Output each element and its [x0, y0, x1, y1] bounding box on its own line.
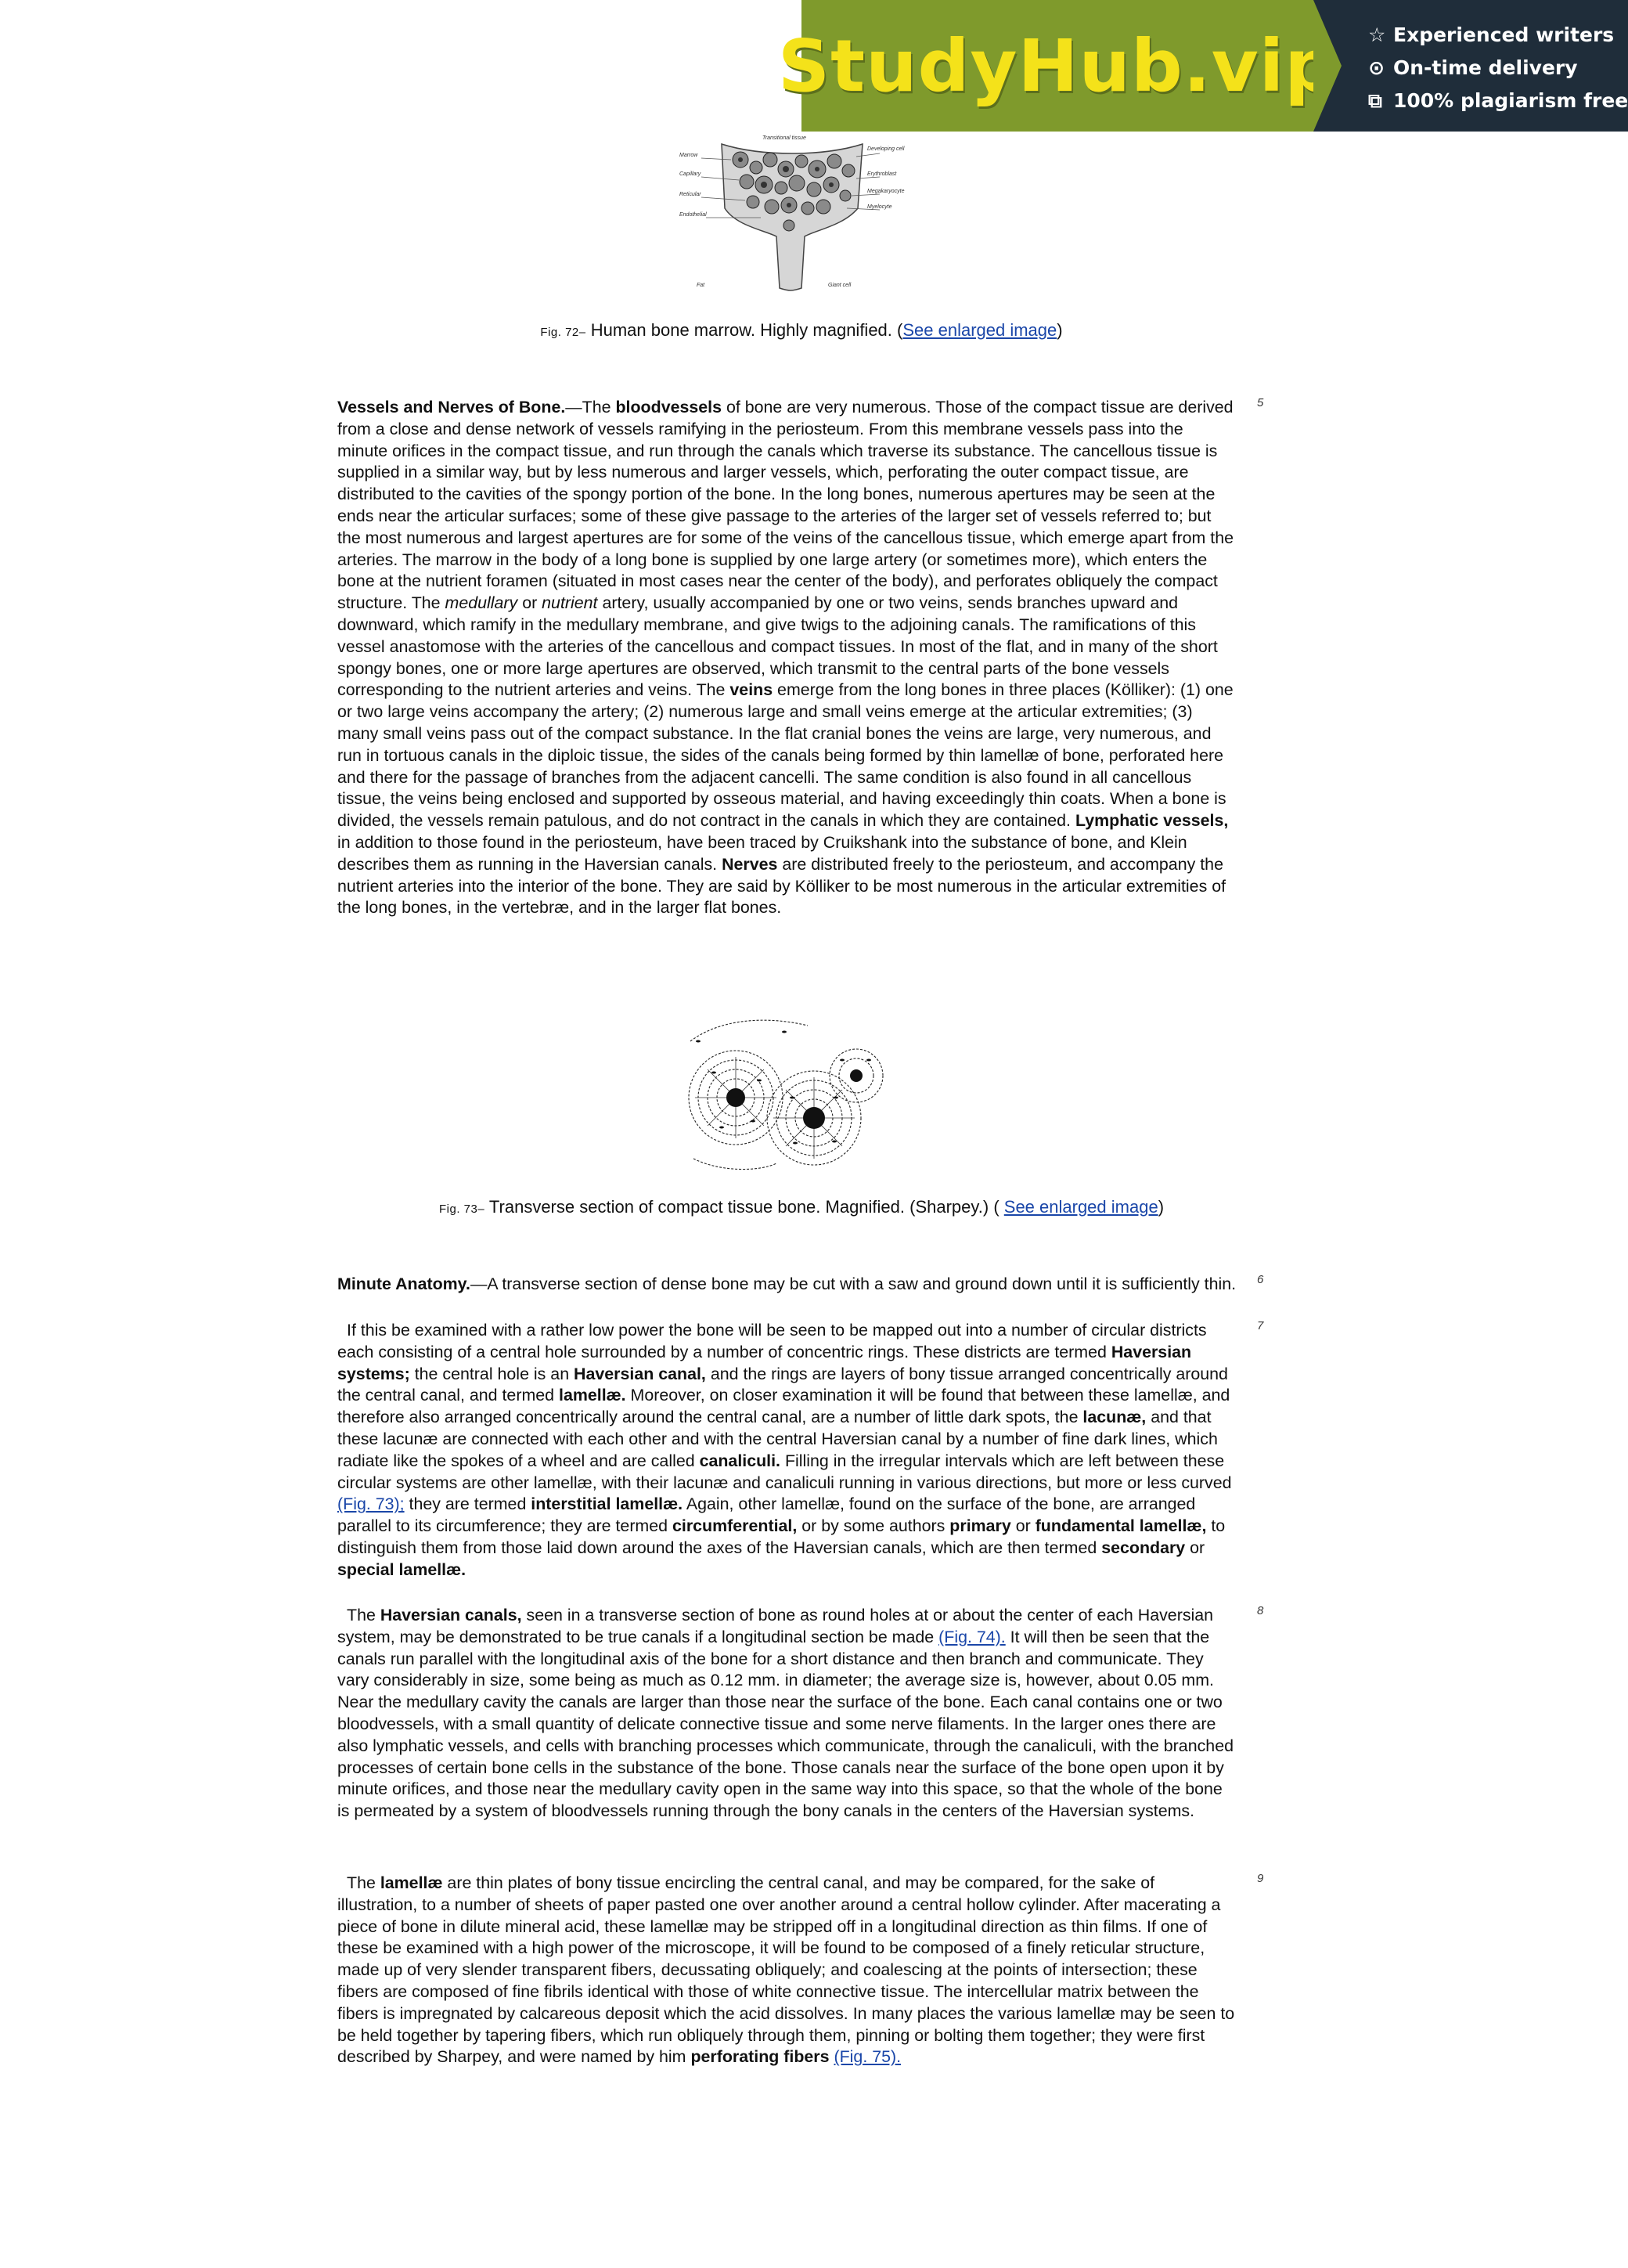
see-enlarged-image-link[interactable]: See enlarged image	[902, 320, 1057, 340]
paragraph-haversian-canals: The Haversian canals, seen in a transverse section of bone as round holes at or about the center of each Haversian system, may be demonstrated to be true canals if a longitudinal section be made (Fig. 74). It will then be seen that the canals run parallel with the longitudinal axis of the bone for a short distance and then branch and communicate. They vary considerably in size, some being as much as 0.12 mm. in diameter; the average size is, however, about 0.05 mm. Near the medullary cavity the canals are larger than those near the surface of the bone. Each canal contains one or two bloodvessels, with a small quantity of delicate connective tissue and some nerve filaments. In the larger ones there are also lymphatic vessels, and cells with branching processes which communicate, through the canaliculi, with the branched processes of certain bone cells in the substance of the bone. Those canals near the surface of the bone open upon it by minute orifices, and those near the medullary cavity open in the same way into this space, so that the whole of the bone is permeated by a system of bloodvessels running through the bony canals in the centers of the Haversian systems.	[337, 1606, 1234, 1821]
feature-on-time-delivery: ⊙ On-time delivery	[1368, 52, 1628, 85]
fig72-label-left: Reticular	[679, 192, 701, 197]
star-outline-icon: ☆	[1368, 23, 1386, 46]
fig-73-link[interactable]: (Fig. 73);	[337, 1495, 405, 1514]
fig72-label-right: Megakaryocyte	[867, 189, 905, 194]
paragraph-number: 6	[1257, 1273, 1264, 1286]
clock-icon: ⊙	[1368, 56, 1385, 79]
paragraph-number: 7	[1257, 1319, 1264, 1332]
brand-logo[interactable]: StudyHub.vip	[777, 23, 1338, 108]
fig72-label-right: Giant cell	[828, 283, 852, 288]
fig72-label-right: Developing cell	[867, 146, 905, 152]
fig-74-link[interactable]: (Fig. 74).	[938, 1627, 1006, 1646]
see-enlarged-image-link[interactable]: See enlarged image	[1003, 1197, 1158, 1217]
paragraph-vessels-and-nerves: Vessels and Nerves of Bone.—The bloodvessels of bone are very numerous. Those of the compact tissue are derived from a close and dense network of vessels ramifying in the periosteum. From this membrane vessels pass into the minute orifices in the compact tissue, and run through the canals which traverse its substance. The cancellous tissue is supplied in a similar way, but by less numerous and larger vessels, which, perforating the outer compact tissue, are distributed to the cavities of the spongy portion of the bone. In the long bones, numerous apertures may be seen at the ends near the articular surfaces; some of these give passage to the arteries of the larger set of vessels referred to; but the most numerous and largest apertures are for some of the veins of the cancellous tissue, which emerge apart from the arteries. The marrow in the body of a long bone is supplied by one large artery (or sometimes more), which enters the bone at the nutrient foramen (situated in most cases near the center of the body), and perforates obliquely the compact structure. The medullary or nutrient artery, usually accompanied by one or two veins, sends branches upward and downward, which ramify in the medullary membrane, and give twigs to the adjoining canals. The ramifications of this vessel anastomose with the arteries of the cancellous and compact tissues. In most of the flat, and in many of the short spongy bones, one or more large apertures are observed, which transmit to the central parts of the bone vessels corresponding to the nutrient arteries and veins. The veins emerge from the long bones in three places (Kölliker): (1) one or two large veins accompany the artery; (2) numerous large and small veins emerge at the articular extremities; (3) many small veins pass out of the compact substance. In the flat cranial bones the veins are large, very numerous, and run in tortuous canals in the diploic tissue, the sides of the canals being formed by thin lamellæ of bone, perforated here and there for the passage of branches from the adjacent cancelli. The same condition is also found in all cancellous tissue, the veins being enclosed and supported by osseous material, and having exceedingly thin coats. When a bone is divided, the vessels remain patulous, and do not contract in the canals in which they are contained. Lymphatic vessels, in addition to those found in the periosteum, have been traced by Cruikshank into the substance of bone, and Klein describes them as running in the Haversian canals. Nerves are distributed freely to the periosteum, and accompany the nutrient arteries into the interior of the bone. They are said by Kölliker to be most numerous in the articular extremities of the long bones, in the vertebræ, and in the larger flat bones.	[337, 398, 1234, 918]
paragraph-haversian-systems: If this be examined with a rather low power the bone will be seen to be mapped out into a number of circular districts each consisting of a central hole surrounded by a number of concentric rings. These districts are termed Haversian systems; the central hole is an Haversian canal, and the rings are layers of bony tissue arranged concentrically around the central canal, and termed lamellæ. Moreover, on closer examination it will be found that between these lamellæ, and therefore also arranged concentrically around the central canal, are a number of little dark spots, the lacunæ, and that these lacunæ are connected with each other and with the central Haversian canal by a number of fine dark lines, which radiate like the spokes of a wheel and are called canaliculi. Filling in the irregular intervals which are left between these circular systems are other lamellæ, with their lacunæ and canaliculi running in various directions, but more or less curved (Fig. 73); they are termed interstitial lamellæ. Again, other lamellæ, found on the surface of the bone, are arranged parallel to its circumference; they are termed circumferential, or by some authors primary or fundamental lamellæ, to distinguish them from those laid down around the axes of the Haversian canals, which are then termed secondary or special lamellæ.	[337, 1321, 1232, 1579]
features-panel	[1313, 0, 1628, 132]
fig-75-link[interactable]: (Fig. 75).	[834, 2047, 902, 2067]
fig72-label-left: Fat	[697, 283, 705, 288]
promo-banner[interactable]	[777, 0, 1628, 132]
paragraph-number: 5	[1257, 396, 1264, 409]
paragraph-minute-anatomy: Minute Anatomy.—A transverse section of dense bone may be cut with a saw and ground down until it is sufficiently thin.	[337, 1275, 1237, 1293]
fig72-label-right: Erythroblast	[867, 171, 897, 177]
fig72-label-right: Myelocyte	[867, 204, 892, 210]
figure-73-caption: Fig. 73– Transverse section of compact tissue bone. Magnified. (Sharpey.) ( See enlarged image)	[438, 1197, 1165, 1217]
figure-72-bone-marrow	[675, 133, 906, 297]
paragraph-number: 8	[1257, 1604, 1264, 1617]
copy-document-icon: ⧉	[1368, 89, 1382, 112]
fig72-label-top: Transitional tissue	[762, 135, 806, 141]
paragraph-lamellae: The lamellæ are thin plates of bony tissue encircling the central canal, and may be compared, for the sake of illustration, to a number of sheets of paper pasted one over another around a central hollow cylinder. After macerating a piece of bone in dilute mineral acid, these lamellæ may be stripped off in a longitudinal direction as thin films. If one of these be examined with a high power of the microscope, it will be found to be composed of a finely reticular structure, made up of very slender transparent fibers, decussating obliquely; and coalescing at the points of intersection; these fibers are composed of fine fibrils identical with those of white connective tissue. The intercellular matrix between the fibers is impregnated by calcareous deposit which the acid dissolves. In many places the various lamellæ may be seen to be held together by tapering fibers, which run obliquely through them, pinning or bolting them together; they were first described by Sharpey, and were named by him perforating fibers (Fig. 75).	[337, 1873, 1235, 2067]
paragraph-number: 9	[1257, 1872, 1264, 1885]
feature-experienced-writers: ☆ Experienced writers	[1368, 19, 1628, 52]
fig72-label-left: Endothelial	[679, 212, 707, 218]
fig72-label-left: Marrow	[679, 153, 698, 158]
feature-plagiarism-free: ⧉ 100% plagiarism free	[1368, 85, 1628, 117]
figure-72-caption: Fig. 72– Human bone marrow. Highly magnified. (See enlarged image)	[540, 320, 1063, 340]
figure-73-compact-bone	[675, 1010, 903, 1176]
brand-panel	[777, 0, 1338, 132]
fig72-label-left: Capillary	[679, 171, 701, 177]
